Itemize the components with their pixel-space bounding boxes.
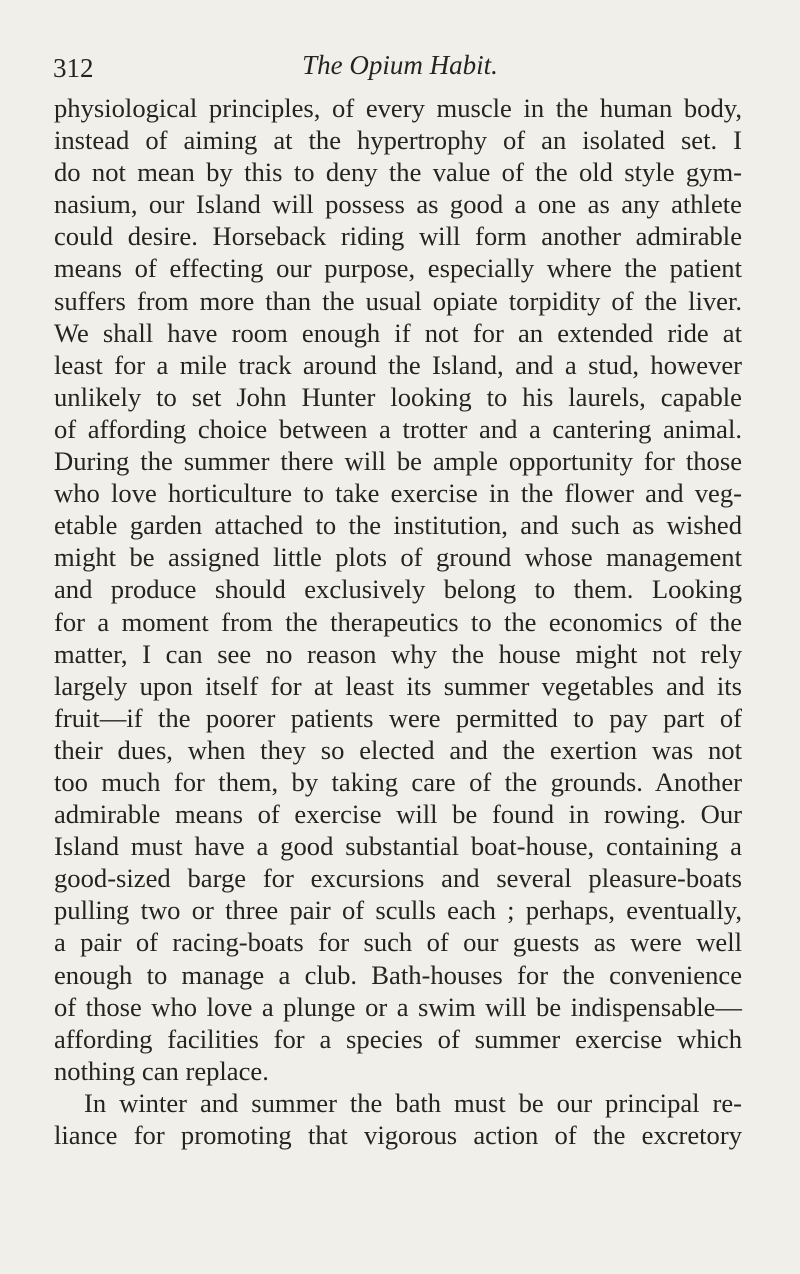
text-line: their dues, when they so elected and the exertion was not [54, 734, 742, 765]
text-line: could desire. Horseback riding will form another admirable [54, 221, 742, 252]
text-line: too much for them, by taking care of the grounds. Another [54, 766, 742, 797]
text-line: good-sized barge for excursions and several pleasure-boats [54, 863, 742, 894]
text-line: means of effecting our purpose, especially where the patient [54, 253, 742, 284]
text-line: matter, I can see no reason why the house might not rely [54, 638, 742, 669]
text-line: affording facilities for a species of summer exercise which [54, 1023, 742, 1054]
text-line: In winter and summer the bath must be our principal re- [84, 1087, 742, 1118]
text-line: and produce should exclusively belong to them. Looking [54, 574, 742, 605]
body-text [54, 92, 742, 1151]
text-line: of those who love a plunge or a swim will be indispensable— [54, 991, 742, 1022]
text-line: admirable means of exercise will be found in rowing. Our [54, 799, 742, 830]
text-line: During the summer there will be ample opportunity for those [54, 446, 742, 477]
text-line: unlikely to set John Hunter looking to his laurels, capable [54, 381, 742, 412]
text-line: pulling two or three pair of sculls each ; perhaps, eventually, [54, 895, 742, 926]
text-line: liance for promoting that vigorous action of the excretory [54, 1120, 742, 1150]
running-head-title: The Opium Habit. [302, 50, 498, 80]
text-line: physiological principles, of every muscle in the human body, [54, 93, 742, 123]
text-line: of affording choice between a trotter and a cantering animal. [54, 413, 742, 444]
text-line: suffers from more than the usual opiate torpidity of the liver. [54, 285, 742, 316]
text-line: a pair of racing-boats for such of our guests as were well [54, 927, 742, 958]
text-line: nothing can replace. [54, 1055, 269, 1086]
text-line: nasium, our Island will possess as good a one as any athlete [54, 189, 742, 220]
text-line: enough to manage a club. Bath-houses for the convenience [54, 959, 742, 990]
text-line: might be assigned little plots of ground whose management [54, 542, 742, 573]
text-line: fruit—if the poorer patients were permitted to pay part of [54, 702, 742, 733]
text-line: who love horticulture to take exercise in the flower and veg- [54, 478, 742, 509]
text-line: for a moment from the therapeutics to the economics of the [54, 606, 742, 637]
text-line: Island must have a good substantial boat-house, containing a [54, 831, 742, 862]
text-line: do not mean by this to deny the value of the old style gym- [54, 157, 742, 188]
text-line: etable garden attached to the institution, and such as wished [54, 510, 742, 541]
text-line: We shall have room enough if not for an extended ride at [54, 317, 742, 348]
text-line: largely upon itself for at least its summer vegetables and its [54, 670, 742, 701]
text-line: least for a mile track around the Island, and a stud, however [54, 349, 742, 380]
text-line: instead of aiming at the hypertrophy of an isolated set. I [54, 125, 742, 156]
page-number: 312 [53, 53, 94, 83]
